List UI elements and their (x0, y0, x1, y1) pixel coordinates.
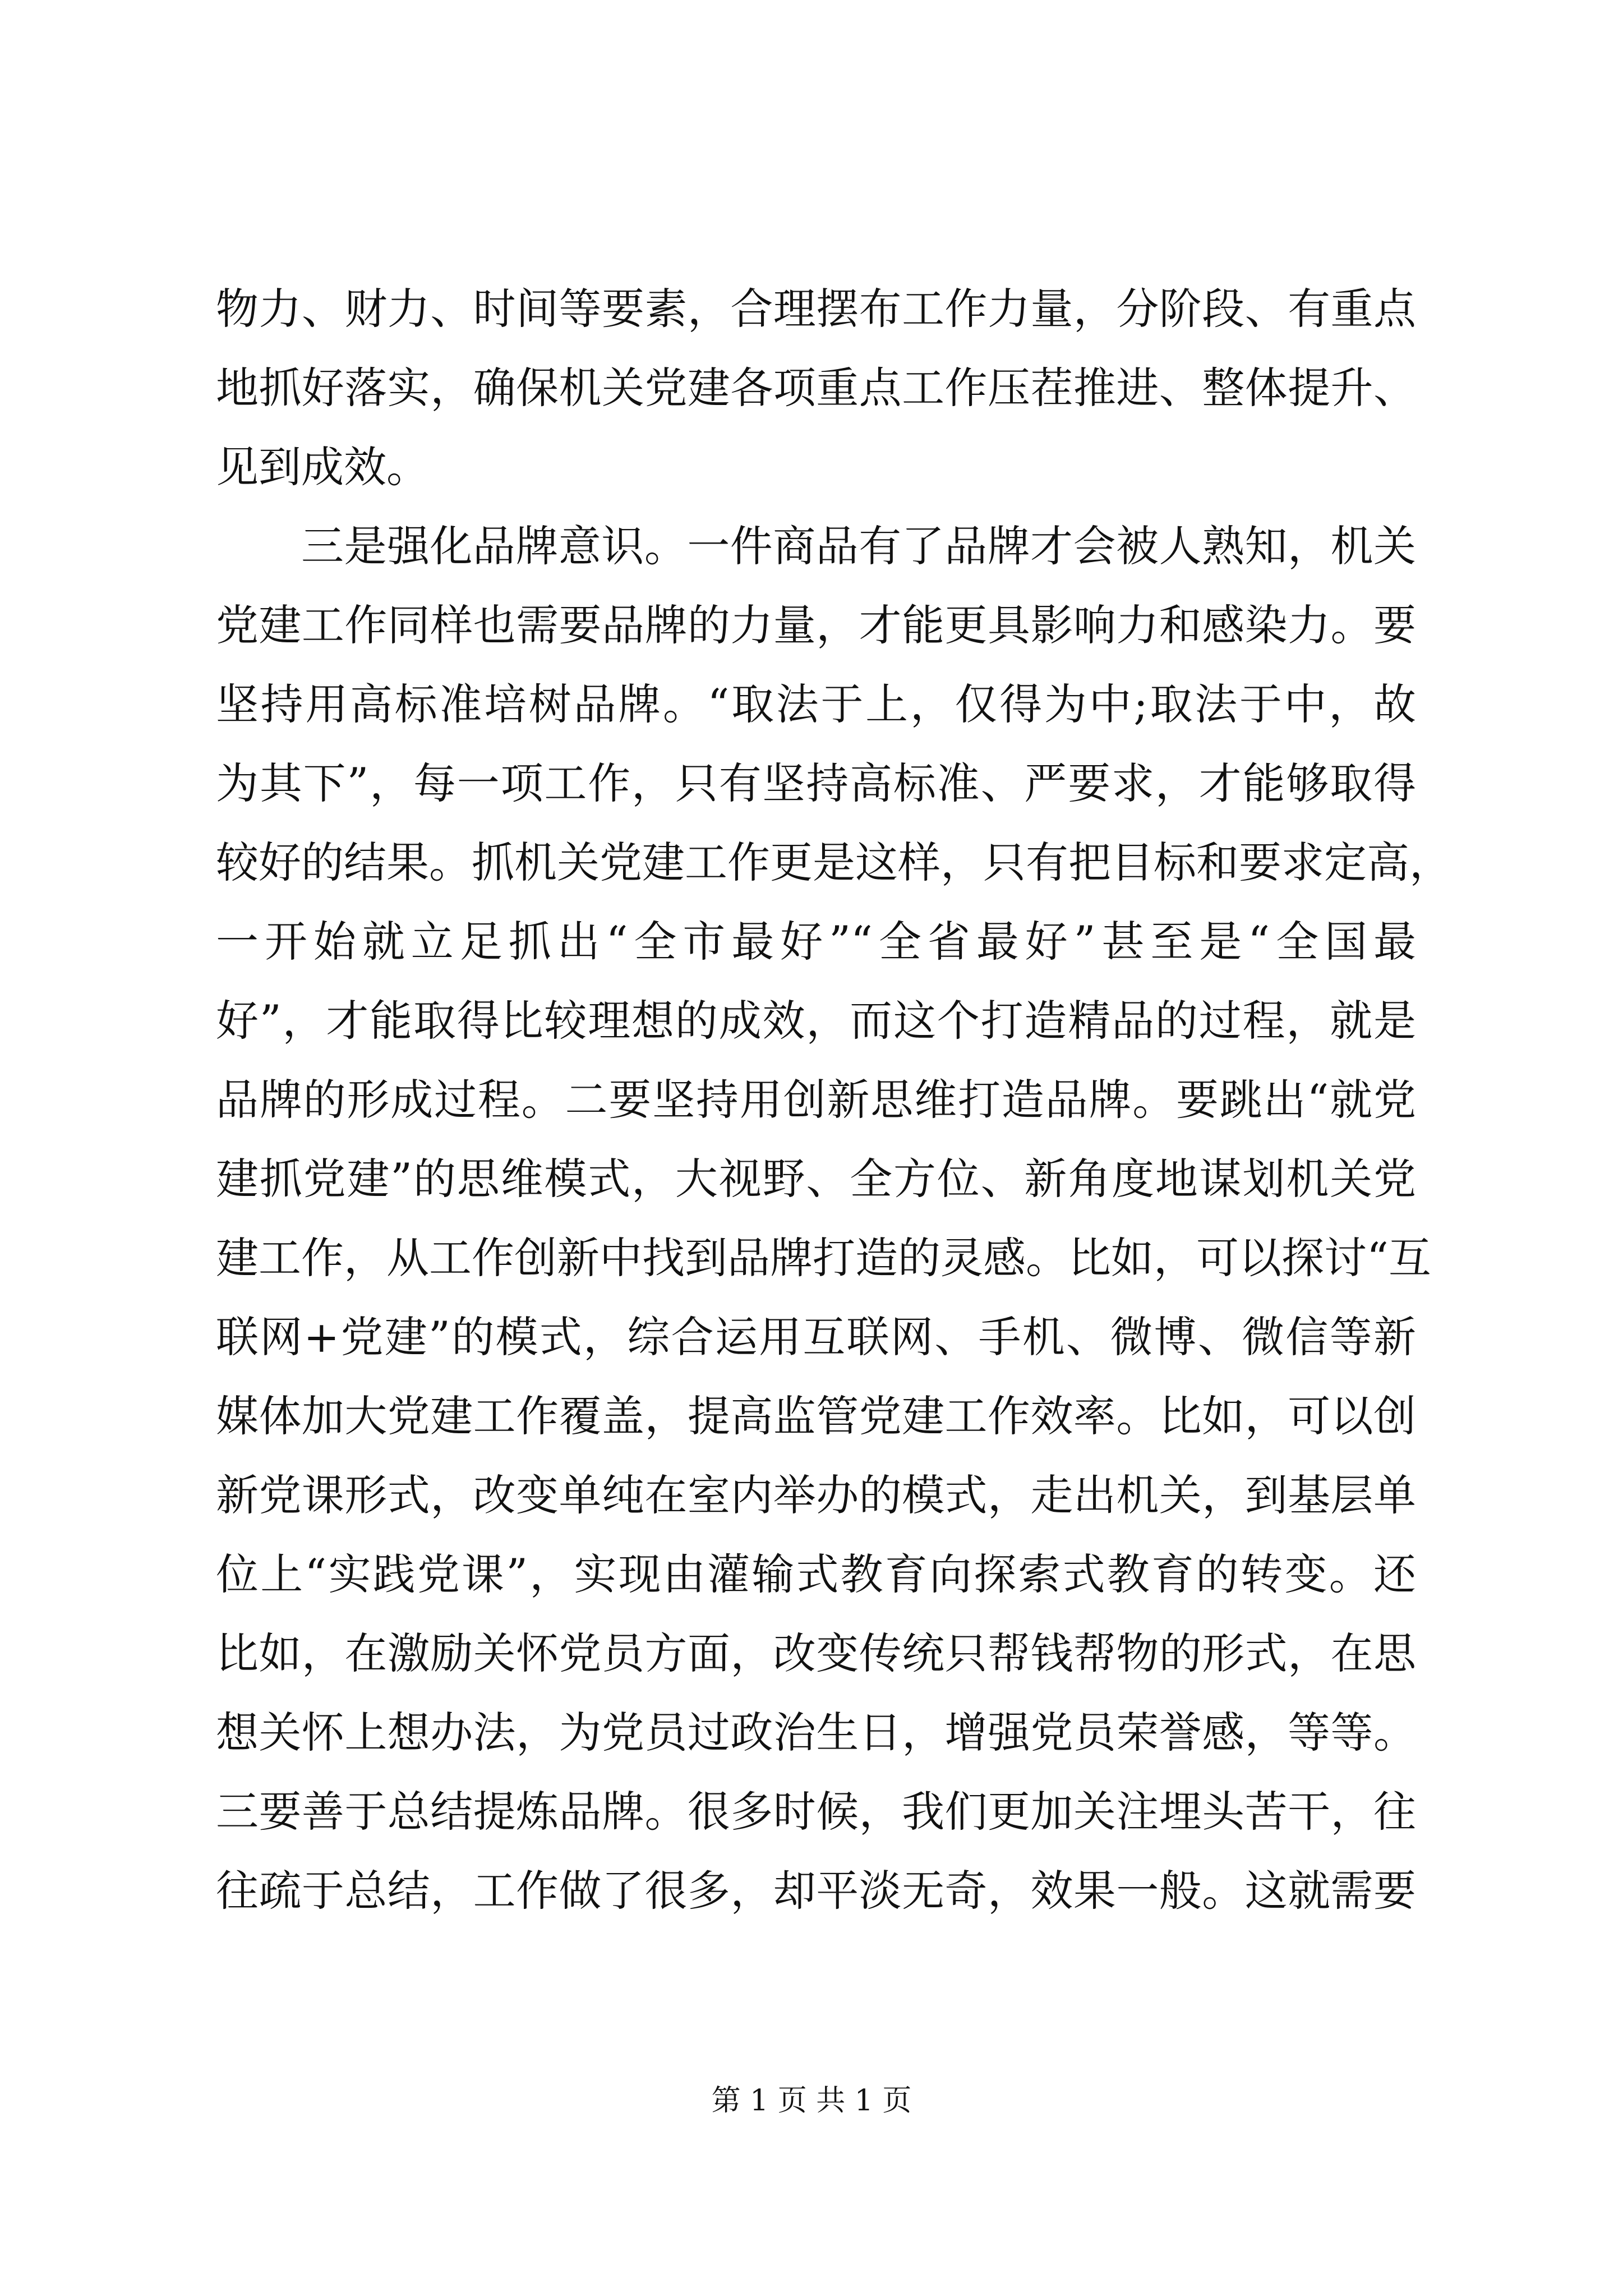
text-line: 建抓党建”的思维模式，大视野、全方位、新角度地谋划机关党 (216, 1154, 1416, 1204)
text-line: 比如，在激励关怀党员方面，改变传统只帮钱帮物的形式，在思 (216, 1628, 1416, 1678)
text-line: 品牌的形成过程。二要坚持用创新思维打造品牌。要跳出“就党 (216, 1075, 1416, 1125)
body-text (216, 269, 1452, 1930)
text-line: 联网+党建”的模式，综合运用互联网、手机、微博、微信等新 (216, 1312, 1416, 1362)
text-line: 三是强化品牌意识。一件商品有了品牌才会被人熟知，机关 (301, 521, 1416, 571)
text-line: 好”，才能取得比较理想的成效，而这个打造精品的过程，就是 (216, 996, 1416, 1046)
text-line: 较好的结果。抓机关党建工作更是这样，只有把目标和要求定高， (216, 838, 1452, 887)
text-line: 媒体加大党建工作覆盖，提高监管党建工作效率。比如，可以创 (216, 1391, 1416, 1441)
text-line: 位上“实践党课”，实现由灌输式教育向探索式教育的转变。还 (216, 1549, 1416, 1599)
text-line: 三要善于总结提炼品牌。很多时候，我们更加关注埋头苦干，往 (216, 1787, 1416, 1837)
text-line: 坚持用高标准培树品牌。“取法于上，仅得为中;取法于中，故 (216, 679, 1416, 729)
text-line: 往疏于总结，工作做了很多，却平淡无奇，效果一般。这就需要 (216, 1866, 1416, 1916)
text-line: 为其下”，每一项工作，只有坚持高标准、严要求，才能够取得 (216, 758, 1416, 808)
text-line: 建工作，从工作创新中找到品牌打造的灵感。比如，可以探讨“互 (216, 1233, 1431, 1283)
text-line: 物力、财力、时间等要素，合理摆布工作力量，分阶段、有重点 (216, 284, 1416, 334)
text-line: 想关怀上想办法，为党员过政治生日，增强党员荣誉感，等等。 (216, 1708, 1416, 1757)
page-footer: 第 1 页 共 1 页 (711, 2084, 912, 2118)
text-line: 见到成效。 (216, 442, 429, 492)
text-line: 新党课形式，改变单纯在室内举办的模式，走出机关，到基层单 (216, 1470, 1416, 1520)
text-line: 党建工作同样也需要品牌的力量，才能更具影响力和感染力。要 (216, 600, 1416, 650)
text-line: 一开始就立足抓出“全市最好”“全省最好”甚至是“全国最 (216, 917, 1416, 967)
text-line: 地抓好落实，确保机关党建各项重点工作压茬推进、整体提升、 (216, 363, 1416, 413)
